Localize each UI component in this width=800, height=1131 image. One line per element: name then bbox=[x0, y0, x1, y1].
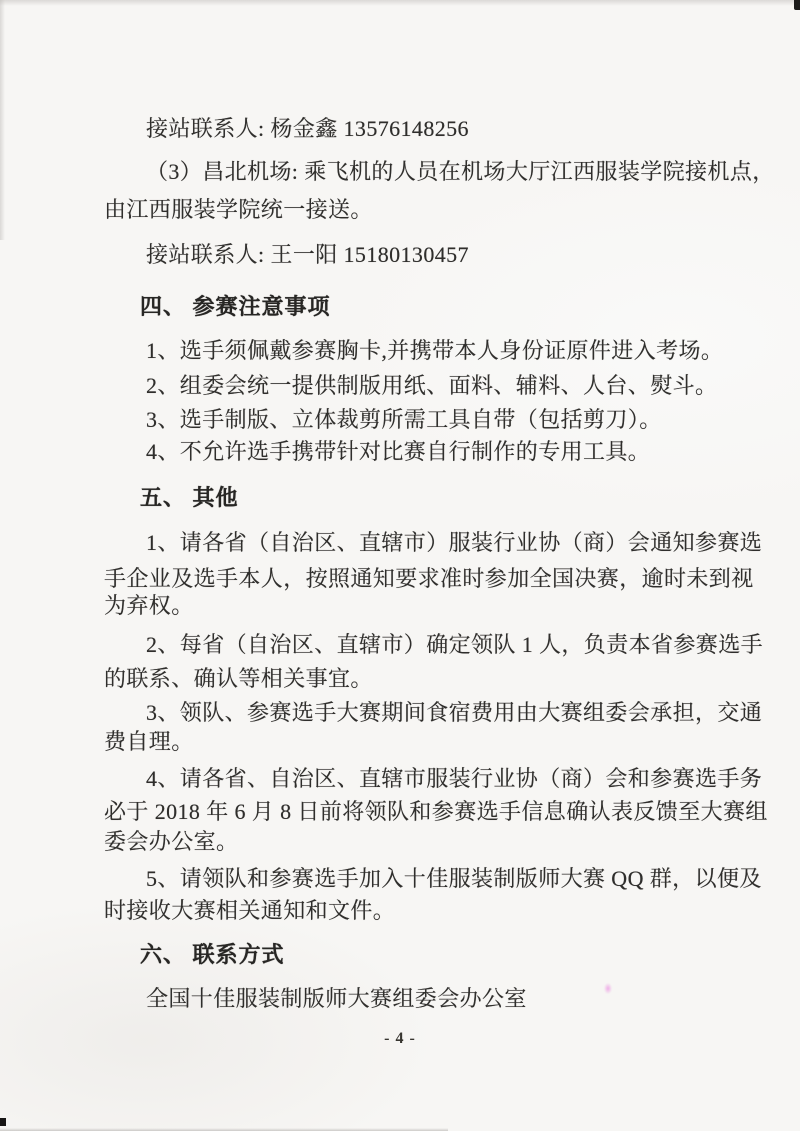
scan-edge-top bbox=[0, 0, 800, 6]
station-contact-1: 接站联系人: 杨金鑫 13576148256 bbox=[146, 116, 469, 141]
section-5-item-4: 4、请各省、自治区、直辖市服装行业协（商）会和参赛选手务 bbox=[146, 766, 763, 791]
section-5-item-4-cont2: 委会办公室。 bbox=[104, 829, 239, 854]
section-5-item-1-cont2: 为弃权。 bbox=[104, 593, 194, 618]
section-5-heading: 五、 其他 bbox=[140, 485, 239, 510]
section-5-item-1-cont1: 手企业及选手本人，按照通知要求准时参加全国决赛，逾时未到视 bbox=[104, 566, 754, 591]
section-5-item-3-cont1: 费自理。 bbox=[104, 729, 194, 754]
pink-ink-smudge bbox=[604, 983, 612, 994]
section-4-item-4: 4、不允许选手携带针对比赛自行制作的专用工具。 bbox=[146, 439, 651, 464]
scan-edge-left bbox=[0, 0, 5, 240]
section-5-item-4-cont1: 必于 2018 年 6 月 8 日前将领队和参赛选手信息确认表反馈至大赛组 bbox=[104, 799, 768, 824]
scan-mark-top-right bbox=[794, 0, 800, 10]
section-4-heading: 四、 参赛注意事项 bbox=[140, 294, 331, 319]
airport-item: （3）昌北机场: 乘飞机的人员在机场大厅江西服装学院接机点， bbox=[146, 159, 775, 184]
airport-item-cont: 由江西服装学院统一接送。 bbox=[104, 197, 373, 222]
section-5-item-3: 3、领队、参赛选手大赛期间食宿费用由大赛组委会承担，交通 bbox=[146, 700, 763, 725]
section-5-item-5-cont1: 时接收大赛相关通知和文件。 bbox=[104, 898, 396, 923]
section-5-item-1: 1、请各省（自治区、直辖市）服装行业协（商）会通知参赛选 bbox=[146, 530, 763, 555]
section-4-item-1: 1、选手须佩戴参赛胸卡,并携带本人身份证原件进入考场。 bbox=[146, 338, 724, 363]
page-number: - 4 - bbox=[384, 1030, 416, 1047]
organizer-office-line: 全国十佳服装制版师大赛组委会办公室 bbox=[146, 986, 527, 1011]
scan-mark-bottom-left bbox=[0, 1118, 6, 1126]
section-5-item-2-cont1: 的联系、确认等相关事宜。 bbox=[104, 666, 373, 691]
section-5-item-2: 2、每省（自治区、直辖市）确定领队 1 人，负责本省参赛选手 bbox=[146, 632, 764, 657]
section-5-item-5: 5、请领队和参赛选手加入十佳服装制版师大赛 QQ 群，以便及 bbox=[146, 866, 762, 891]
station-contact-2: 接站联系人: 王一阳 15180130457 bbox=[146, 242, 469, 267]
section-6-heading: 六、 联系方式 bbox=[140, 942, 285, 967]
section-4-item-2: 2、组委会统一提供制版用纸、面料、辅料、人台、熨斗。 bbox=[146, 373, 718, 398]
section-4-item-3: 3、选手制版、立体裁剪所需工具自带（包括剪刀）。 bbox=[146, 407, 662, 432]
